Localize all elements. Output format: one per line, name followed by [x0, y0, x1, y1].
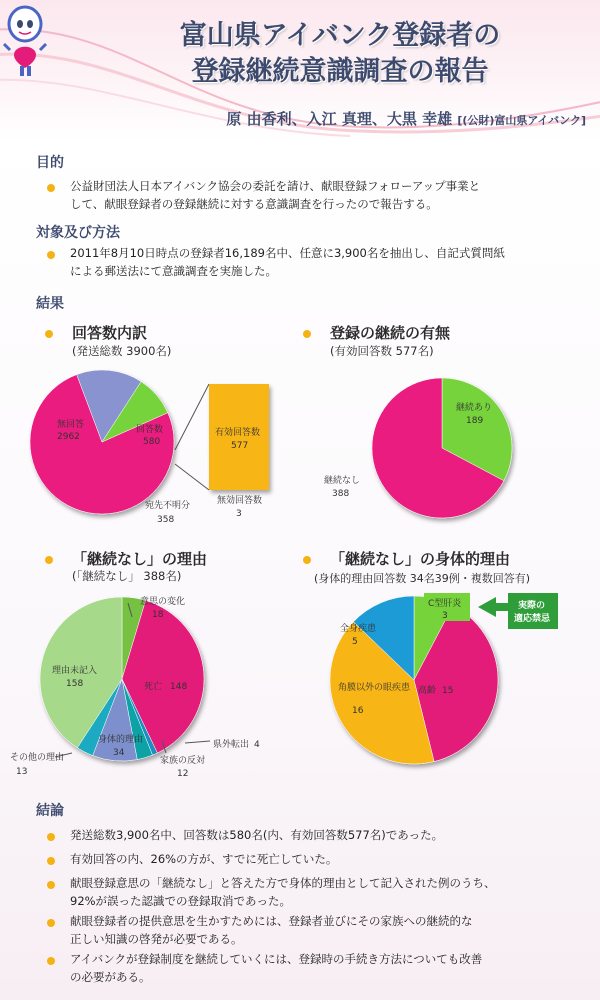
header-banner — [0, 0, 600, 140]
mind-change-label: 意思の変化 — [140, 597, 186, 607]
title-line-2: 登録継続意識調査の報告 — [191, 56, 489, 87]
chart2-title: 登録の継続の有無 — [330, 324, 451, 342]
chart3-note: (「継続なし」 388名) — [72, 569, 182, 583]
valid-responses-label: 有効回答数 — [215, 428, 261, 438]
responses-value: 580 — [143, 437, 161, 447]
valid-responses-value: 577 — [231, 441, 249, 451]
chart4-title: 「継続なし」の身体的理由 — [330, 550, 511, 568]
methods-heading: 対象及び方法 — [36, 225, 120, 241]
elderly-value: 15 — [442, 686, 454, 696]
other-reason-label: その他の理由 — [10, 753, 65, 763]
bullet-icon — [47, 184, 55, 192]
conclusion-item-5 — [70, 950, 560, 986]
unspecified-value: 158 — [66, 679, 84, 689]
mind-change-value: 18 — [152, 610, 164, 620]
purpose-line-2: して、献眼登録者の登録継続に対する意識調査を行ったので報告する。 — [70, 197, 438, 211]
conclusion-item-5-line-2: の必要がある。 — [70, 970, 151, 984]
family-objection-label: 家族の反対 — [160, 756, 206, 766]
purpose-text — [70, 177, 560, 213]
conclusion-item-2: 有効回答の内、26%の方が、すでに死亡していた。 — [70, 852, 338, 866]
poster-title — [140, 18, 540, 90]
connector-line — [185, 741, 210, 743]
chart-response-breakdown — [0, 360, 300, 530]
conclusion-heading: 結論 — [36, 803, 64, 819]
hepatitis-c-value: 3 — [442, 611, 448, 621]
undeliverable-label: 宛先不明分 — [145, 501, 191, 511]
unspecified-label: 理由未記入 — [52, 666, 98, 676]
continue-no-value: 388 — [332, 489, 350, 499]
chart1-title: 回答数内訳 — [72, 324, 148, 342]
conclusion-item-4-line-1: 献眼登録者の提供意思を生かすためには、登録者並びにその家族への継続的な — [70, 914, 473, 928]
chart-discontinue-reasons — [0, 585, 300, 785]
continue-no-label: 継続なし — [324, 476, 361, 486]
contraindication-text-1: 実際の — [518, 601, 546, 611]
chart2-note: (有効回答数 577名) — [330, 344, 434, 358]
undeliverable-value: 358 — [157, 515, 175, 525]
title-line-1: 富山県アイバンク登録者の — [179, 20, 501, 51]
chart1-note: (発送総数 3900名) — [72, 344, 172, 358]
chart3-title: 「継続なし」の理由 — [72, 550, 208, 568]
purpose-heading: 目的 — [36, 155, 64, 171]
bullet-icon — [47, 857, 55, 865]
conclusion-item-3 — [70, 874, 560, 910]
chart-physical-reasons — [300, 585, 600, 775]
physical-reason-value: 34 — [113, 748, 125, 758]
bullet-icon — [303, 330, 311, 338]
bullet-icon — [47, 833, 55, 841]
family-objection-value: 12 — [177, 769, 189, 779]
elderly-label: 高齢 — [418, 686, 437, 696]
methods-line-1: 2011年8月10日時点の登録者16,189名中、任意に3,900名を抽出し、自記式質問紙 — [70, 246, 505, 260]
methods-line-2: による郵送法にて意識調査を実施した。 — [70, 264, 277, 278]
authors-line — [226, 108, 586, 129]
callout-arrow-icon — [478, 597, 508, 617]
deceased-value: 148 — [170, 682, 188, 692]
systemic-disease-value: 5 — [352, 637, 358, 647]
eye-disease-label: 角膜以外の眼疾患 — [338, 683, 411, 693]
invalid-responses-value: 3 — [236, 509, 242, 519]
deceased-label: 死亡 — [144, 682, 163, 692]
conclusion-item-3-line-2: 92%が誤った認識での登録取消であった。 — [70, 894, 291, 908]
conclusion-item-4-line-2: 正しい知識の啓発が必要である。 — [70, 932, 243, 946]
continue-yes-label: 継続あり — [456, 403, 493, 413]
moved-out-value: 4 — [254, 740, 260, 750]
chart-continuation — [300, 358, 600, 528]
connector-line — [175, 384, 209, 450]
other-reason-value: 13 — [16, 767, 28, 777]
eyebank-mascot-icon — [0, 0, 50, 80]
conclusion-item-3-line-1: 献眼登録意思の「継続なし」と答えた方で身体的理由として記入された例のうち、 — [70, 876, 496, 890]
contraindication-text-2: 適応禁忌 — [514, 614, 551, 624]
chart4-note: (身体的理由回答数 34名39例・複数回答有) — [314, 572, 531, 585]
methods-text — [70, 244, 560, 280]
no-response-label: 無回答 — [57, 420, 85, 430]
conclusion-item-1: 発送総数3,900名中、回答数は580名(内、有効回答数577名)であった。 — [70, 828, 444, 842]
hepatitis-c-label: C型肝炎 — [428, 599, 462, 609]
conclusion-item-4 — [70, 912, 560, 948]
no-response-value: 2962 — [57, 432, 80, 442]
bullet-icon — [47, 919, 55, 927]
invalid-responses-label: 無効回答数 — [217, 496, 263, 506]
bullet-icon — [303, 556, 311, 564]
bullet-icon — [45, 330, 53, 338]
affiliation: [(公財)富山県アイバンク] — [457, 114, 586, 127]
results-heading: 結果 — [36, 296, 64, 312]
bullet-icon — [47, 251, 55, 259]
responses-label: 回答数 — [136, 425, 164, 435]
moved-out-label: 県外転出 — [213, 740, 250, 750]
bullet-icon — [45, 556, 53, 564]
bullet-icon — [47, 957, 55, 965]
conclusion-item-5-line-1: アイバンクが登録制度を継続していくには、登録時の手続き方法についても改善 — [70, 952, 483, 966]
purpose-line-1: 公益財団法人日本アイバンク協会の委託を請け、献眼登録フォローアップ事業と — [70, 179, 481, 193]
bullet-icon — [47, 881, 55, 889]
continue-yes-value: 189 — [466, 416, 484, 426]
systemic-disease-label: 全身疾患 — [340, 624, 377, 634]
physical-reason-label: 身体的理由 — [98, 735, 144, 745]
eye-disease-value: 16 — [352, 706, 364, 716]
authors: 原 由香利、入江 真理、大黒 幸雄 — [226, 110, 453, 128]
connector-line — [175, 464, 209, 490]
